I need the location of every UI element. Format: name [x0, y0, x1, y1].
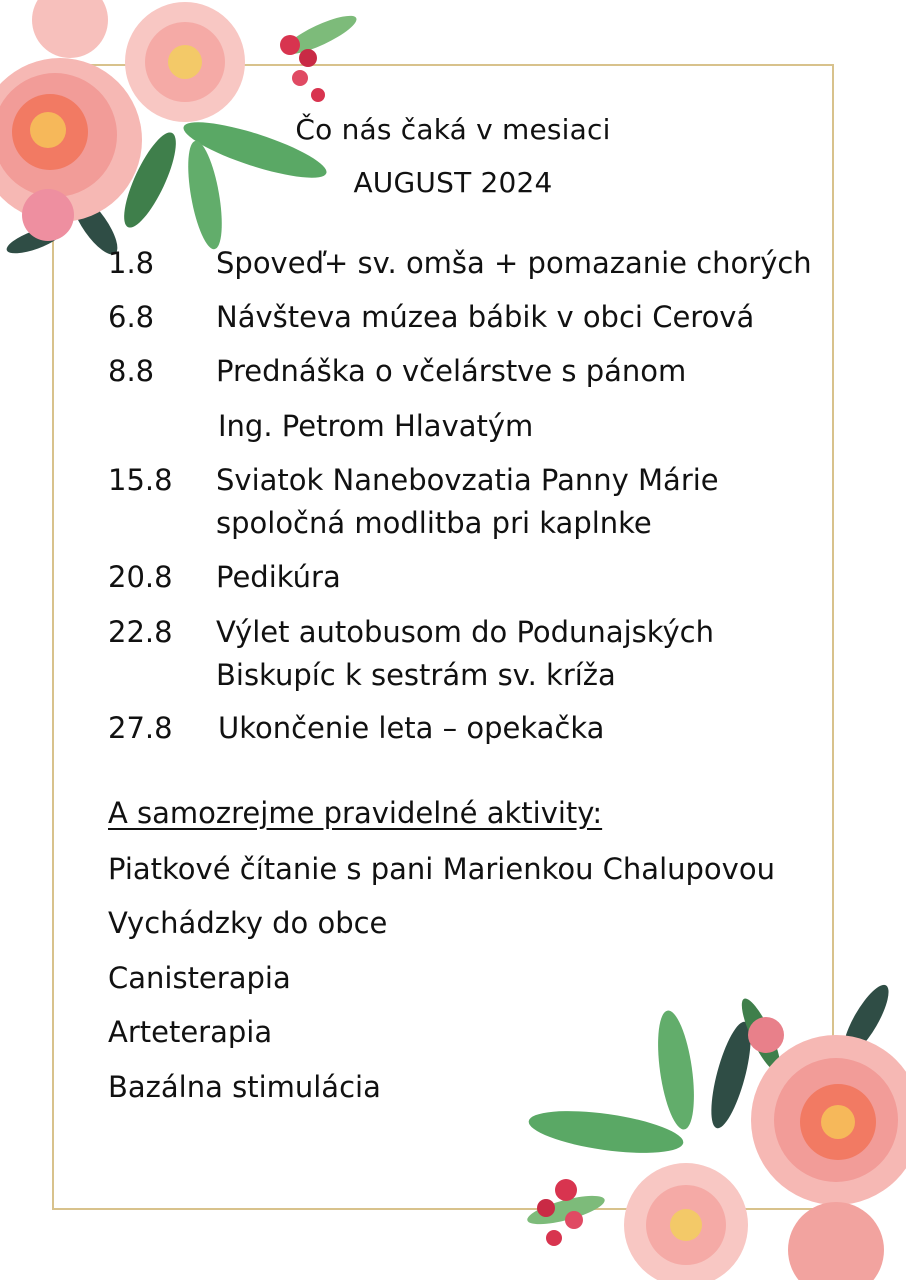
event-description: Biskupíc k sestrám sv. kríža	[216, 658, 616, 692]
month-title: AUGUST 2024	[353, 166, 553, 199]
list-item: Arteterapia	[108, 1015, 273, 1049]
event-description: Prednáška o včelárstve s pánom	[216, 354, 687, 388]
event-description: Pedikúra	[216, 560, 341, 594]
list-item: Bazálna stimulácia	[108, 1070, 381, 1104]
event-description: Spoveď+ sv. omša + pomazanie chorých	[216, 246, 812, 280]
page-title: Čo nás čaká v mesiaci	[295, 113, 611, 146]
event-description: Výlet autobusom do Podunajských	[216, 615, 714, 649]
event-description: spoločná modlitba pri kaplnke	[216, 506, 652, 540]
list-item: Vychádzky do obce	[108, 906, 388, 940]
event-description: Návšteva múzea bábik v obci Cerová	[216, 300, 755, 334]
event-date: 15.8	[108, 463, 173, 497]
event-description: Ing. Petrom Hlavatým	[218, 409, 534, 443]
event-description: Ukončenie leta – opekačka	[218, 711, 605, 745]
list-item: Piatkové čítanie s pani Marienkou Chalupovou	[108, 852, 775, 886]
event-date: 22.8	[108, 615, 173, 649]
floral-decoration-bottom-right	[506, 980, 906, 1280]
event-description: Sviatok Nanebovzatia Panny Márie	[216, 463, 719, 497]
event-date: 20.8	[108, 560, 173, 594]
list-item: Canisterapia	[108, 961, 291, 995]
event-date: 1.8	[108, 246, 155, 280]
event-date: 6.8	[108, 300, 155, 334]
event-date: 27.8	[108, 711, 173, 745]
event-date: 8.8	[108, 354, 155, 388]
regular-activities-heading: A samozrejme pravidelné aktivity:	[108, 796, 603, 830]
